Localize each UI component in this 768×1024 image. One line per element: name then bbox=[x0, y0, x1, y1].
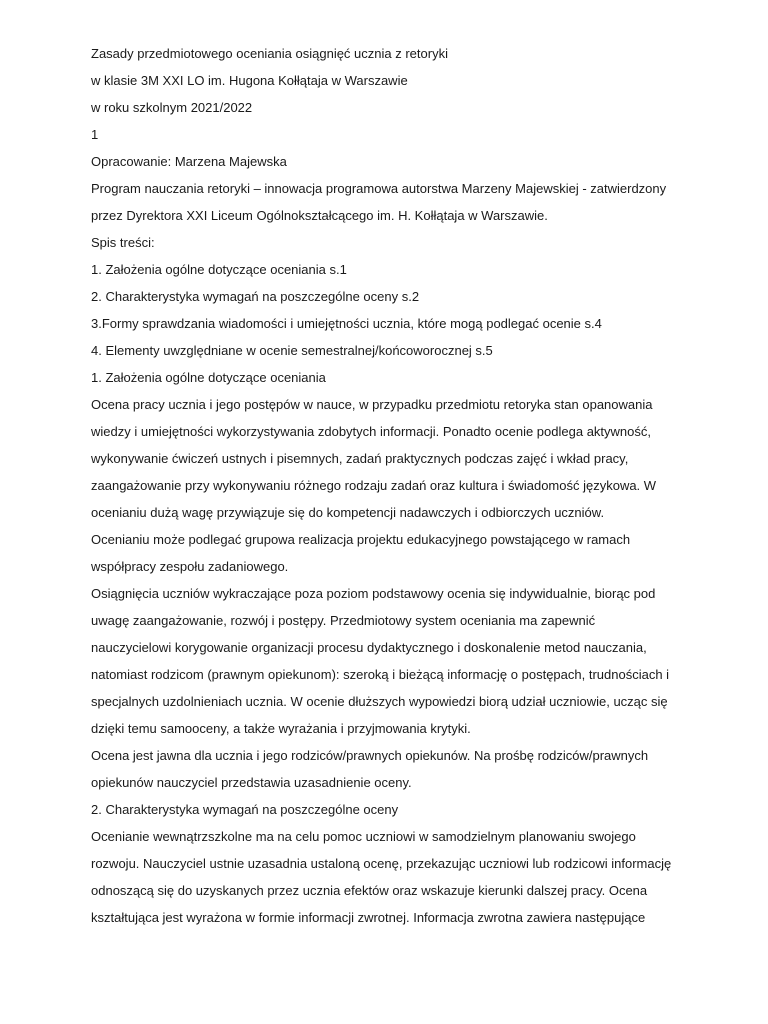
paragraph-line: wykonywanie ćwiczeń ustnych i pisemnych, zadań praktycznych podczas zajęć i wkład pracy, bbox=[91, 451, 629, 466]
page-number: 1 bbox=[91, 127, 99, 142]
paragraph-line: uwagę zaangażowanie, rozwój i postępy. Przedmiotowy system oceniania ma zapewnić bbox=[91, 613, 596, 628]
paragraph-line: Ocena pracy ucznia i jego postępów w nauce, w przypadku przedmiotu retoryka stan opanowania bbox=[91, 397, 653, 412]
toc-item-3: 3.Formy sprawdzania wiadomości i umiejętności ucznia, które mogą podlegać ocenie s.4 bbox=[91, 316, 602, 331]
paragraph-line: opiekunów nauczyciel przedstawia uzasadnienie oceny. bbox=[91, 775, 412, 790]
paragraph-line: ocenianiu dużą wagę przywiązuje się do kompetencji nadawczych i odbiorczych uczniów. bbox=[91, 505, 605, 520]
program-line-2: przez Dyrektora XXI Liceum Ogólnokształcącego im. H. Kołłątaja w Warszawie. bbox=[91, 208, 548, 223]
title-line-3: w roku szkolnym 2021/2022 bbox=[91, 100, 253, 115]
paragraph-line: natomiast rodzicom (prawnym opiekunom): szeroką i bieżącą informację o postępach, trudnościach i bbox=[91, 667, 670, 682]
paragraph-line: specjalnych uzdolnieniach ucznia. W ocenie dłuższych wypowiedzi biorą udział uczniowie, ucząc się bbox=[91, 694, 668, 709]
paragraph-line: wiedzy i umiejętności wykorzystywania zdobytych informacji. Ponadto ocenie podlega aktywność, bbox=[91, 424, 651, 439]
paragraph-line: rozwoju. Nauczyciel ustnie uzasadnia ustaloną ocenę, przekazując uczniowi lub rodzicowi informację bbox=[91, 856, 672, 871]
paragraph-line: zaangażowanie przy wykonywaniu różnego rodzaju zadań oraz kultura i świadomość językowa. W bbox=[91, 478, 657, 493]
title-line-2: w klasie 3M XXI LO im. Hugona Kołłątaja w Warszawie bbox=[91, 73, 408, 88]
section-1-heading: 1. Założenia ogólne dotyczące oceniania bbox=[91, 370, 326, 385]
paragraph-line: kształtująca jest wyrażona w formie informacji zwrotnej. Informacja zwrotna zawiera następujące bbox=[91, 910, 646, 925]
program-line-1: Program nauczania retoryki – innowacja programowa autorstwa Marzeny Majewskiej - zatwierdzony bbox=[91, 181, 667, 196]
title-line-1: Zasady przedmiotowego oceniania osiągnięć ucznia z retoryki bbox=[91, 46, 448, 61]
toc-item-1: 1. Założenia ogólne dotyczące oceniania s.1 bbox=[91, 262, 347, 277]
toc-heading: Spis treści: bbox=[91, 235, 155, 250]
paragraph-line: współpracy zespołu zadaniowego. bbox=[91, 559, 289, 574]
paragraph-line: Osiągnięcia uczniów wykraczające poza poziom podstawowy ocenia się indywidualnie, biorąc pod bbox=[91, 586, 656, 601]
paragraph-line: Ocenianiu może podlegać grupowa realizacja projektu edukacyjnego powstającego w ramach bbox=[91, 532, 631, 547]
paragraph-line: Ocenianie wewnątrzszkolne ma na celu pomoc uczniowi w samodzielnym planowaniu swojego bbox=[91, 829, 636, 844]
paragraph-line: dzięki temu samooceny, a także wyrażania i przyjmowania krytyki. bbox=[91, 721, 471, 736]
author-line: Opracowanie: Marzena Majewska bbox=[91, 154, 287, 169]
section-2-heading: 2. Charakterystyka wymagań na poszczególne oceny bbox=[91, 802, 399, 817]
toc-item-2: 2. Charakterystyka wymagań na poszczególne oceny s.2 bbox=[91, 289, 420, 304]
paragraph-line: odnoszącą się do uzyskanych przez ucznia efektów oraz wskazuje kierunki dalszej pracy. Ocena bbox=[91, 883, 648, 898]
paragraph-line: nauczycielowi korygowanie organizacji procesu dydaktycznego i doskonalenie metod nauczania, bbox=[91, 640, 647, 655]
toc-item-4: 4. Elementy uwzględniane w ocenie semestralnej/końcoworocznej s.5 bbox=[91, 343, 493, 358]
document-text bbox=[91, 40, 691, 931]
paragraph-line: Ocena jest jawna dla ucznia i jego rodziców/prawnych opiekunów. Na prośbę rodziców/prawnych bbox=[91, 748, 649, 763]
